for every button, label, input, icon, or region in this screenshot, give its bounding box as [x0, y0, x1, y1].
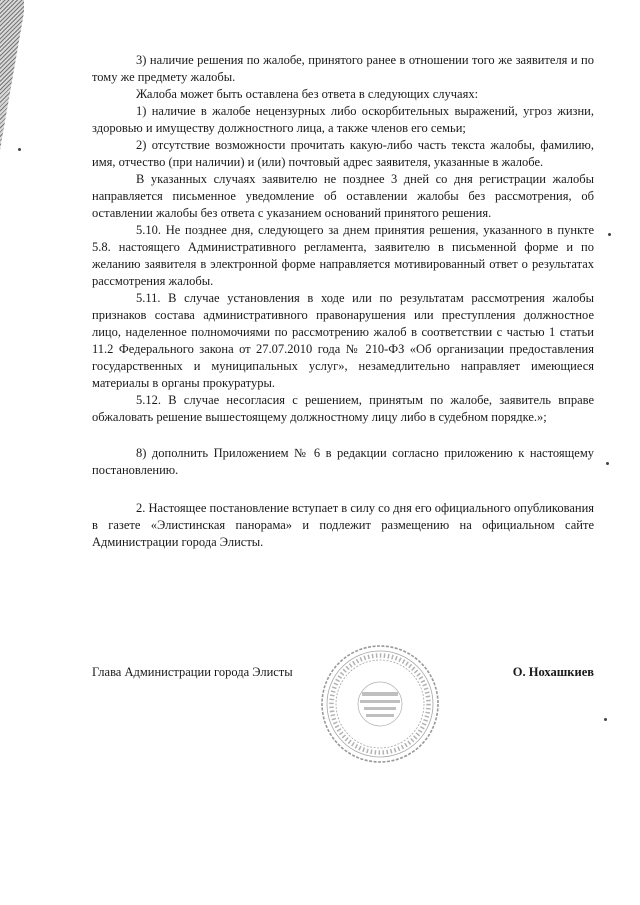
scan-speck: [18, 148, 21, 151]
scan-edge-artifact: [0, 0, 24, 150]
paragraph-case-2: 2) отсутствие возможности прочитать какую-либо часть текста жалобы, фамилию, имя, отчество (при наличии) и (или) почтовый адрес заявителя, указанные в жалобе.: [92, 138, 594, 169]
paragraph-5-11: 5.11. В случае установления в ходе или по результатам рассмотрения жалобы признаков состава административного правонарушения или преступления должностное лицо, наделенное полномочиями по рассмотрению жалоб в соответствии с частью 1 статьи 11.2 Федерального закона от 27.07.2010 года № 210-ФЗ «Об организации предоставления государственных и муниципальных услуг», незамедлительно направляет имеющиеся материалы в органы прокуратуры.: [92, 291, 594, 390]
signatory-position: Глава Администрации города Элисты: [92, 665, 293, 679]
scan-speck: [604, 718, 607, 721]
paragraph-item-8: 8) дополнить Приложением № 6 в редакции согласно приложению к настоящему постановлению.: [92, 446, 594, 477]
paragraph-5-10: 5.10. Не позднее дня, следующего за днем принятия решения, указанного в пункте 5.8. настоящего Административного регламента, заявителю в письменной форме и по желанию заявителя в электронной форме направляется мотивированный ответ о результатах рассмотрения жалобы.: [92, 223, 594, 288]
official-seal-icon: [318, 642, 442, 766]
signatory-name: О. Нохашкиев: [512, 665, 594, 679]
paragraph-notification: В указанных случаях заявителю не позднее 3 дней со дня регистрации жалобы направляется письменное уведомление об оставлении жалобы без рассмотрения, об оставлении жалобы без ответа с указанием оснований принятого решения.: [92, 172, 594, 220]
scan-speck: [606, 462, 609, 465]
scan-speck: [608, 233, 611, 236]
paragraph-item-3: 3) наличие решения по жалобе, принятого ранее в отношении того же заявителя и по тому же предмету жалобы.: [92, 53, 594, 84]
paragraph-5-12: 5.12. В случае несогласия с решением, принятым по жалобе, заявитель вправе обжаловать решение вышестоящему должностному лицу либо в судебном порядке.»;: [92, 393, 594, 424]
document-body: [92, 52, 594, 551]
paragraph-effective-date: 2. Настоящее постановление вступает в силу со дня его официального опубликования в газете «Элистинская панорама» и подлежит размещению на официальном сайте Администрации города Элисты.: [92, 501, 595, 549]
paragraph-unanswered-cases: Жалоба может быть оставлена без ответа в следующих случаях:: [136, 87, 479, 101]
paragraph-case-1: 1) наличие в жалобе нецензурных либо оскорбительных выражений, угроз жизни, здоровью и имуществу должностного лица, а также членов его семьи;: [92, 104, 594, 135]
